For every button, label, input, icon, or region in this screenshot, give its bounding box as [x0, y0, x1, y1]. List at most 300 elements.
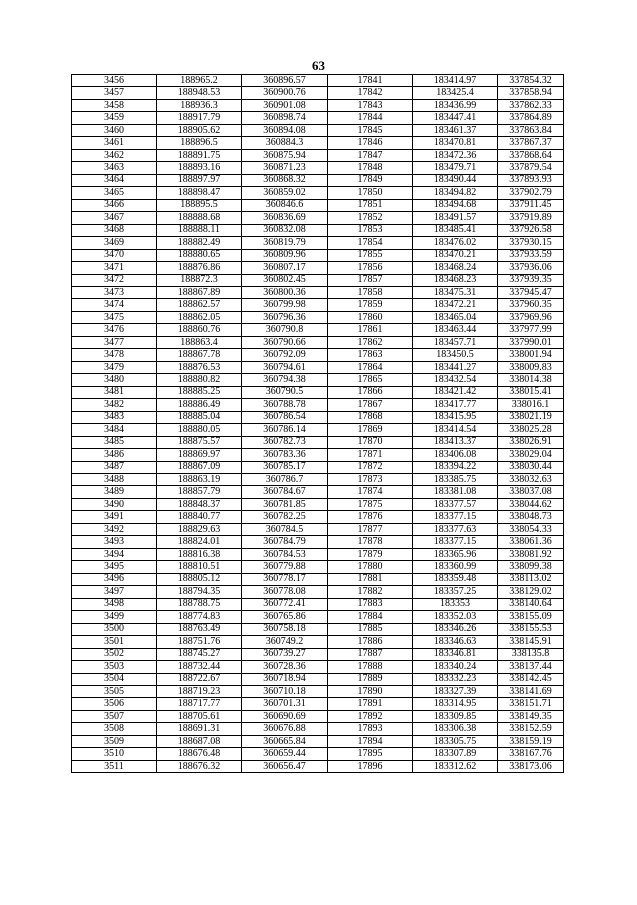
x-coordinate-cell: 188891.75 — [157, 149, 242, 161]
table-row — [72, 75, 564, 87]
point-number-cell: 17886 — [328, 636, 413, 648]
y-coordinate-cell: 360802.45 — [242, 274, 328, 286]
x-coordinate-cell: 183472.36 — [413, 149, 498, 161]
table-row — [72, 548, 564, 560]
point-number-cell: 17865 — [328, 374, 413, 386]
point-number-cell: 3508 — [72, 723, 157, 735]
y-coordinate-cell: 337969.96 — [498, 311, 564, 323]
table-row — [72, 661, 564, 673]
y-coordinate-cell: 338030.44 — [498, 461, 564, 473]
table-row — [72, 685, 564, 697]
point-number-cell: 17882 — [328, 586, 413, 598]
point-number-cell: 3458 — [72, 99, 157, 111]
table-row — [72, 461, 564, 473]
table-row — [72, 698, 564, 710]
table-row — [72, 336, 564, 348]
y-coordinate-cell: 338145.91 — [498, 636, 564, 648]
y-coordinate-cell: 360796.36 — [242, 311, 328, 323]
x-coordinate-cell: 183468.24 — [413, 262, 498, 274]
x-coordinate-cell: 183432.54 — [413, 374, 498, 386]
x-coordinate-cell: 188885.25 — [157, 386, 242, 398]
x-coordinate-cell: 183346.63 — [413, 636, 498, 648]
point-number-cell: 17891 — [328, 698, 413, 710]
x-coordinate-cell: 188875.57 — [157, 436, 242, 448]
x-coordinate-cell: 183415.95 — [413, 411, 498, 423]
x-coordinate-cell: 183417.77 — [413, 399, 498, 411]
x-coordinate-cell: 188948.53 — [157, 87, 242, 99]
table-row — [72, 299, 564, 311]
table-row — [72, 536, 564, 548]
point-number-cell: 3506 — [72, 698, 157, 710]
y-coordinate-cell: 337933.59 — [498, 249, 564, 261]
point-number-cell: 17873 — [328, 474, 413, 486]
y-coordinate-cell: 337867.37 — [498, 137, 564, 149]
y-coordinate-cell: 360739.27 — [242, 648, 328, 660]
point-number-cell: 17853 — [328, 224, 413, 236]
y-coordinate-cell: 338025.28 — [498, 424, 564, 436]
y-coordinate-cell: 338009.83 — [498, 361, 564, 373]
point-number-cell: 17854 — [328, 237, 413, 249]
point-number-cell: 3474 — [72, 299, 157, 311]
y-coordinate-cell: 338159.19 — [498, 735, 564, 747]
point-number-cell: 17862 — [328, 336, 413, 348]
y-coordinate-cell: 360792.09 — [242, 349, 328, 361]
y-coordinate-cell: 338155.09 — [498, 611, 564, 623]
y-coordinate-cell: 360799.98 — [242, 299, 328, 311]
x-coordinate-cell: 188867.09 — [157, 461, 242, 473]
x-coordinate-cell: 183377.15 — [413, 511, 498, 523]
y-coordinate-cell: 360896.57 — [242, 75, 328, 87]
table-row — [72, 99, 564, 111]
y-coordinate-cell: 360800.36 — [242, 286, 328, 298]
x-coordinate-cell: 183346.81 — [413, 648, 498, 660]
x-coordinate-cell: 188863.19 — [157, 474, 242, 486]
x-coordinate-cell: 188840.77 — [157, 511, 242, 523]
point-number-cell: 3495 — [72, 561, 157, 573]
point-number-cell: 3487 — [72, 461, 157, 473]
table-row — [72, 349, 564, 361]
point-number-cell: 17892 — [328, 710, 413, 722]
y-coordinate-cell: 360718.94 — [242, 673, 328, 685]
point-number-cell: 3468 — [72, 224, 157, 236]
point-number-cell: 17887 — [328, 648, 413, 660]
point-number-cell: 3499 — [72, 611, 157, 623]
point-number-cell: 3494 — [72, 548, 157, 560]
point-number-cell: 17847 — [328, 149, 413, 161]
y-coordinate-cell: 360901.08 — [242, 99, 328, 111]
y-coordinate-cell: 337863.84 — [498, 124, 564, 136]
point-number-cell: 3460 — [72, 124, 157, 136]
x-coordinate-cell: 183414.54 — [413, 424, 498, 436]
x-coordinate-cell: 183377.15 — [413, 536, 498, 548]
y-coordinate-cell: 360701.31 — [242, 698, 328, 710]
point-number-cell: 3479 — [72, 361, 157, 373]
table-row — [72, 286, 564, 298]
point-number-cell: 3465 — [72, 187, 157, 199]
y-coordinate-cell: 360832.08 — [242, 224, 328, 236]
y-coordinate-cell: 360836.69 — [242, 212, 328, 224]
table-row — [72, 723, 564, 735]
y-coordinate-cell: 338054.33 — [498, 523, 564, 535]
x-coordinate-cell: 183305.75 — [413, 735, 498, 747]
x-coordinate-cell: 188898.47 — [157, 187, 242, 199]
table-row — [72, 760, 564, 772]
x-coordinate-cell: 183490.44 — [413, 174, 498, 186]
x-coordinate-cell: 183450.5 — [413, 349, 498, 361]
point-number-cell: 3473 — [72, 286, 157, 298]
y-coordinate-cell: 360784.67 — [242, 486, 328, 498]
x-coordinate-cell: 188896.5 — [157, 137, 242, 149]
y-coordinate-cell: 338037.08 — [498, 486, 564, 498]
point-number-cell: 3457 — [72, 87, 157, 99]
table-row — [72, 174, 564, 186]
y-coordinate-cell: 360783.36 — [242, 449, 328, 461]
y-coordinate-cell: 360781.85 — [242, 498, 328, 510]
y-coordinate-cell: 337868.64 — [498, 149, 564, 161]
x-coordinate-cell: 183359.48 — [413, 573, 498, 585]
point-number-cell: 3464 — [72, 174, 157, 186]
x-coordinate-cell: 183332.23 — [413, 673, 498, 685]
y-coordinate-cell: 337893.93 — [498, 174, 564, 186]
y-coordinate-cell: 337977.99 — [498, 324, 564, 336]
coordinates-table — [71, 74, 564, 773]
point-number-cell: 17857 — [328, 274, 413, 286]
x-coordinate-cell: 183491.57 — [413, 212, 498, 224]
y-coordinate-cell: 360710.18 — [242, 685, 328, 697]
x-coordinate-cell: 183414.97 — [413, 75, 498, 87]
y-coordinate-cell: 360778.08 — [242, 586, 328, 598]
y-coordinate-cell: 338021.19 — [498, 411, 564, 423]
table-row — [72, 673, 564, 685]
y-coordinate-cell: 338113.02 — [498, 573, 564, 585]
x-coordinate-cell: 188872.3 — [157, 274, 242, 286]
x-coordinate-cell: 188816.38 — [157, 548, 242, 560]
y-coordinate-cell: 337858.94 — [498, 87, 564, 99]
point-number-cell: 17879 — [328, 548, 413, 560]
x-coordinate-cell: 188876.86 — [157, 262, 242, 274]
y-coordinate-cell: 337919.89 — [498, 212, 564, 224]
point-number-cell: 3505 — [72, 685, 157, 697]
y-coordinate-cell: 360788.78 — [242, 399, 328, 411]
table-row — [72, 274, 564, 286]
point-number-cell: 3509 — [72, 735, 157, 747]
y-coordinate-cell: 337862.33 — [498, 99, 564, 111]
y-coordinate-cell: 360785.17 — [242, 461, 328, 473]
x-coordinate-cell: 188788.75 — [157, 598, 242, 610]
x-coordinate-cell: 183365.96 — [413, 548, 498, 560]
x-coordinate-cell: 188862.57 — [157, 299, 242, 311]
point-number-cell: 17850 — [328, 187, 413, 199]
x-coordinate-cell: 188719.23 — [157, 685, 242, 697]
point-number-cell: 3483 — [72, 411, 157, 423]
point-number-cell: 3492 — [72, 523, 157, 535]
x-coordinate-cell: 183457.71 — [413, 336, 498, 348]
point-number-cell: 17860 — [328, 311, 413, 323]
x-coordinate-cell: 183406.08 — [413, 449, 498, 461]
y-coordinate-cell: 337990.01 — [498, 336, 564, 348]
point-number-cell: 3485 — [72, 436, 157, 448]
x-coordinate-cell: 188880.05 — [157, 424, 242, 436]
point-number-cell: 17876 — [328, 511, 413, 523]
y-coordinate-cell: 337926.58 — [498, 224, 564, 236]
x-coordinate-cell: 188888.11 — [157, 224, 242, 236]
table-row — [72, 573, 564, 585]
x-coordinate-cell: 188794.35 — [157, 586, 242, 598]
x-coordinate-cell: 183463.44 — [413, 324, 498, 336]
point-number-cell: 17874 — [328, 486, 413, 498]
point-number-cell: 17855 — [328, 249, 413, 261]
table-row — [72, 262, 564, 274]
table-row — [72, 87, 564, 99]
point-number-cell: 3491 — [72, 511, 157, 523]
y-coordinate-cell: 338081.92 — [498, 548, 564, 560]
point-number-cell: 17894 — [328, 735, 413, 747]
x-coordinate-cell: 183327.39 — [413, 685, 498, 697]
point-number-cell: 3510 — [72, 748, 157, 760]
y-coordinate-cell: 360794.38 — [242, 374, 328, 386]
x-coordinate-cell: 188745.27 — [157, 648, 242, 660]
y-coordinate-cell: 360790.66 — [242, 336, 328, 348]
x-coordinate-cell: 183465.04 — [413, 311, 498, 323]
y-coordinate-cell: 338151.71 — [498, 698, 564, 710]
table-row — [72, 187, 564, 199]
point-number-cell: 3484 — [72, 424, 157, 436]
x-coordinate-cell: 183312.62 — [413, 760, 498, 772]
y-coordinate-cell: 360786.54 — [242, 411, 328, 423]
table-row — [72, 561, 564, 573]
y-coordinate-cell: 360875.94 — [242, 149, 328, 161]
table-row — [72, 199, 564, 211]
y-coordinate-cell: 338149.35 — [498, 710, 564, 722]
y-coordinate-cell: 338173.06 — [498, 760, 564, 772]
x-coordinate-cell: 188867.78 — [157, 349, 242, 361]
point-number-cell: 17888 — [328, 661, 413, 673]
point-number-cell: 17861 — [328, 324, 413, 336]
x-coordinate-cell: 188888.68 — [157, 212, 242, 224]
y-coordinate-cell: 360758.18 — [242, 623, 328, 635]
y-coordinate-cell: 360779.88 — [242, 561, 328, 573]
point-number-cell: 17858 — [328, 286, 413, 298]
y-coordinate-cell: 360665.84 — [242, 735, 328, 747]
point-number-cell: 3488 — [72, 474, 157, 486]
y-coordinate-cell: 338099.38 — [498, 561, 564, 573]
x-coordinate-cell: 188687.08 — [157, 735, 242, 747]
point-number-cell: 3476 — [72, 324, 157, 336]
y-coordinate-cell: 338048.73 — [498, 511, 564, 523]
x-coordinate-cell: 188876.53 — [157, 361, 242, 373]
point-number-cell: 17848 — [328, 162, 413, 174]
x-coordinate-cell: 183470.81 — [413, 137, 498, 149]
table-row — [72, 149, 564, 161]
x-coordinate-cell: 188691.31 — [157, 723, 242, 735]
point-number-cell: 17864 — [328, 361, 413, 373]
point-number-cell: 17881 — [328, 573, 413, 585]
y-coordinate-cell: 338142.45 — [498, 673, 564, 685]
table-row — [72, 386, 564, 398]
y-coordinate-cell: 338026.91 — [498, 436, 564, 448]
table-row — [72, 162, 564, 174]
table-row — [72, 137, 564, 149]
table-row — [72, 112, 564, 124]
table-row — [72, 486, 564, 498]
x-coordinate-cell: 183421.42 — [413, 386, 498, 398]
x-coordinate-cell: 188917.79 — [157, 112, 242, 124]
point-number-cell: 3461 — [72, 137, 157, 149]
table-row — [72, 424, 564, 436]
x-coordinate-cell: 183468.23 — [413, 274, 498, 286]
x-coordinate-cell: 183436.99 — [413, 99, 498, 111]
coordinates-table-body — [72, 75, 564, 773]
y-coordinate-cell: 338129.02 — [498, 586, 564, 598]
y-coordinate-cell: 337911.45 — [498, 199, 564, 211]
x-coordinate-cell: 183381.08 — [413, 486, 498, 498]
x-coordinate-cell: 183352.03 — [413, 611, 498, 623]
table-row — [72, 586, 564, 598]
table-row — [72, 311, 564, 323]
point-number-cell: 17867 — [328, 399, 413, 411]
point-number-cell: 3472 — [72, 274, 157, 286]
y-coordinate-cell: 360772.41 — [242, 598, 328, 610]
table-row — [72, 212, 564, 224]
x-coordinate-cell: 188732.44 — [157, 661, 242, 673]
x-coordinate-cell: 188893.16 — [157, 162, 242, 174]
x-coordinate-cell: 183472.21 — [413, 299, 498, 311]
x-coordinate-cell: 188848.37 — [157, 498, 242, 510]
point-number-cell: 17896 — [328, 760, 413, 772]
point-number-cell: 3482 — [72, 399, 157, 411]
table-row — [72, 735, 564, 747]
x-coordinate-cell: 183307.89 — [413, 748, 498, 760]
y-coordinate-cell: 338015.41 — [498, 386, 564, 398]
point-number-cell: 3503 — [72, 661, 157, 673]
point-number-cell: 3501 — [72, 636, 157, 648]
table-row — [72, 436, 564, 448]
x-coordinate-cell: 183476.02 — [413, 237, 498, 249]
y-coordinate-cell: 360728.36 — [242, 661, 328, 673]
x-coordinate-cell: 188810.51 — [157, 561, 242, 573]
point-number-cell: 3463 — [72, 162, 157, 174]
point-number-cell: 3486 — [72, 449, 157, 461]
x-coordinate-cell: 183377.63 — [413, 523, 498, 535]
point-number-cell: 17841 — [328, 75, 413, 87]
y-coordinate-cell: 338141.69 — [498, 685, 564, 697]
y-coordinate-cell: 337879.54 — [498, 162, 564, 174]
table-row — [72, 598, 564, 610]
point-number-cell: 17893 — [328, 723, 413, 735]
y-coordinate-cell: 338032.63 — [498, 474, 564, 486]
y-coordinate-cell: 338140.64 — [498, 598, 564, 610]
point-number-cell: 17872 — [328, 461, 413, 473]
y-coordinate-cell: 360782.25 — [242, 511, 328, 523]
x-coordinate-cell: 183494.68 — [413, 199, 498, 211]
table-row — [72, 623, 564, 635]
y-coordinate-cell: 337854.32 — [498, 75, 564, 87]
point-number-cell: 17871 — [328, 449, 413, 461]
x-coordinate-cell: 183425.4 — [413, 87, 498, 99]
x-coordinate-cell: 188676.48 — [157, 748, 242, 760]
table-row — [72, 249, 564, 261]
table-row — [72, 361, 564, 373]
point-number-cell: 3477 — [72, 336, 157, 348]
table-row — [72, 124, 564, 136]
y-coordinate-cell: 360782.73 — [242, 436, 328, 448]
x-coordinate-cell: 188774.83 — [157, 611, 242, 623]
y-coordinate-cell: 337902.79 — [498, 187, 564, 199]
x-coordinate-cell: 188829.63 — [157, 523, 242, 535]
point-number-cell: 17851 — [328, 199, 413, 211]
x-coordinate-cell: 188857.79 — [157, 486, 242, 498]
point-number-cell: 17883 — [328, 598, 413, 610]
y-coordinate-cell: 337936.06 — [498, 262, 564, 274]
point-number-cell: 3471 — [72, 262, 157, 274]
point-number-cell: 3478 — [72, 349, 157, 361]
x-coordinate-cell: 183475.31 — [413, 286, 498, 298]
x-coordinate-cell: 188676.32 — [157, 760, 242, 772]
table-row — [72, 374, 564, 386]
x-coordinate-cell: 183357.25 — [413, 586, 498, 598]
y-coordinate-cell: 338167.76 — [498, 748, 564, 760]
x-coordinate-cell: 188897.97 — [157, 174, 242, 186]
point-number-cell: 3493 — [72, 536, 157, 548]
y-coordinate-cell: 360786.7 — [242, 474, 328, 486]
y-coordinate-cell: 337945.47 — [498, 286, 564, 298]
x-coordinate-cell: 188905.62 — [157, 124, 242, 136]
point-number-cell: 17859 — [328, 299, 413, 311]
y-coordinate-cell: 338016.1 — [498, 399, 564, 411]
point-number-cell: 3466 — [72, 199, 157, 211]
y-coordinate-cell: 338029.04 — [498, 449, 564, 461]
x-coordinate-cell: 188805.12 — [157, 573, 242, 585]
x-coordinate-cell: 183353 — [413, 598, 498, 610]
point-number-cell: 17856 — [328, 262, 413, 274]
table-row — [72, 648, 564, 660]
x-coordinate-cell: 183346.26 — [413, 623, 498, 635]
x-coordinate-cell: 188717.77 — [157, 698, 242, 710]
page-number: 63 — [312, 58, 325, 73]
y-coordinate-cell: 360846.6 — [242, 199, 328, 211]
point-number-cell: 3462 — [72, 149, 157, 161]
y-coordinate-cell: 360676.88 — [242, 723, 328, 735]
x-coordinate-cell: 183485.41 — [413, 224, 498, 236]
y-coordinate-cell: 360784.79 — [242, 536, 328, 548]
table-row — [72, 748, 564, 760]
table-row — [72, 411, 564, 423]
table-row — [72, 224, 564, 236]
table-row — [72, 523, 564, 535]
point-number-cell: 3467 — [72, 212, 157, 224]
point-number-cell: 17846 — [328, 137, 413, 149]
point-number-cell: 3456 — [72, 75, 157, 87]
y-coordinate-cell: 360807.17 — [242, 262, 328, 274]
y-coordinate-cell: 337930.15 — [498, 237, 564, 249]
point-number-cell: 3459 — [72, 112, 157, 124]
point-number-cell: 3500 — [72, 623, 157, 635]
point-number-cell: 17843 — [328, 99, 413, 111]
point-number-cell: 3497 — [72, 586, 157, 598]
table-row — [72, 474, 564, 486]
y-coordinate-cell: 360809.96 — [242, 249, 328, 261]
point-number-cell: 17889 — [328, 673, 413, 685]
table-row — [72, 449, 564, 461]
y-coordinate-cell: 360819.79 — [242, 237, 328, 249]
point-number-cell: 17849 — [328, 174, 413, 186]
point-number-cell: 3469 — [72, 237, 157, 249]
point-number-cell: 3490 — [72, 498, 157, 510]
y-coordinate-cell: 360690.69 — [242, 710, 328, 722]
x-coordinate-cell: 188763.49 — [157, 623, 242, 635]
point-number-cell: 17863 — [328, 349, 413, 361]
table-row — [72, 399, 564, 411]
